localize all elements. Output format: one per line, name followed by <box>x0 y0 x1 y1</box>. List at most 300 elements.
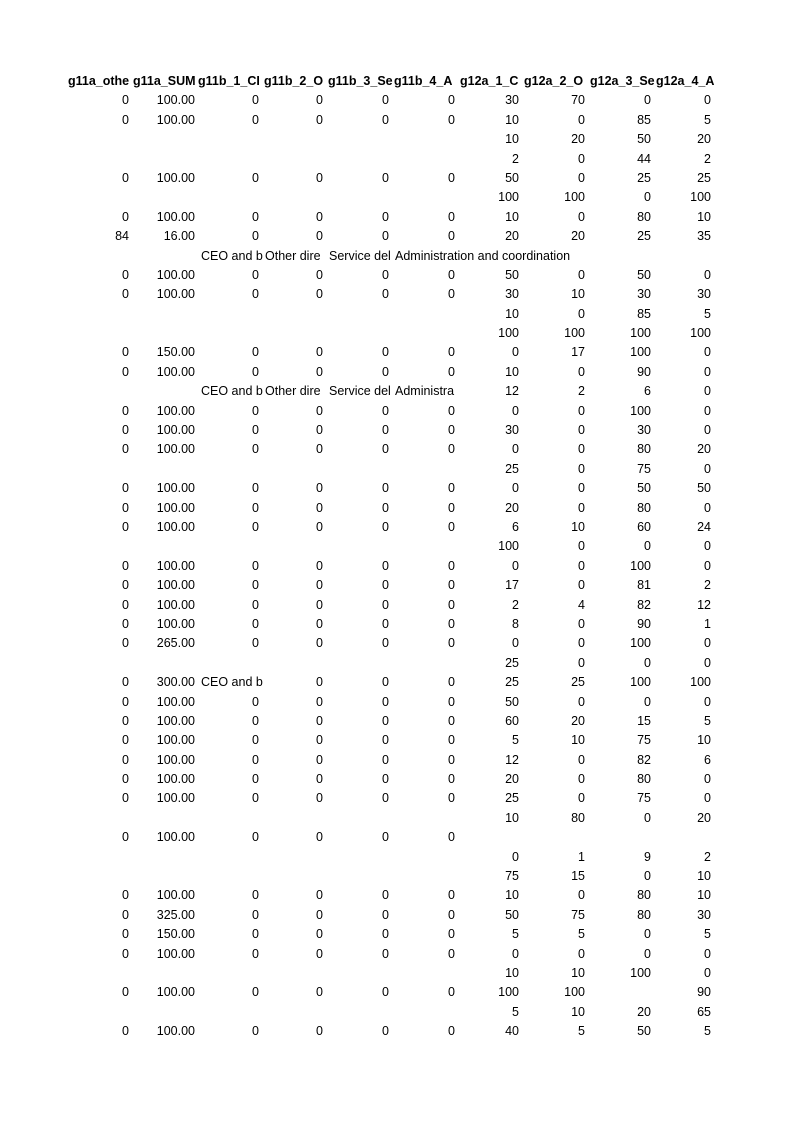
table-cell: 0 <box>448 713 455 728</box>
table-cell: 17 <box>571 345 585 360</box>
table-cell: 0 <box>704 364 711 379</box>
table-cell: 20 <box>505 772 519 787</box>
table-cell: 0 <box>382 170 389 185</box>
table-cell: 10 <box>505 112 519 127</box>
table-cell: 0 <box>316 985 323 1000</box>
table-cell: 0 <box>448 519 455 534</box>
table-cell: 25 <box>571 675 585 690</box>
table-cell: 0 <box>122 364 129 379</box>
table-cell: 10 <box>697 209 711 224</box>
table-cell: 20 <box>697 132 711 147</box>
table-cell: 100 <box>630 636 651 651</box>
table-cell: 0 <box>316 1024 323 1039</box>
table-cell: 0 <box>704 558 711 573</box>
table-cell: 0 <box>704 946 711 961</box>
table-cell: CEO and b <box>201 675 263 690</box>
table-cell: 0 <box>448 500 455 515</box>
table-cell: 0 <box>316 907 323 922</box>
table-cell: 0 <box>512 849 519 864</box>
table-cell: 30 <box>697 907 711 922</box>
table-cell: 0 <box>252 772 259 787</box>
table-cell: 0 <box>252 345 259 360</box>
table-cell: 25 <box>505 655 519 670</box>
table-cell: 82 <box>637 597 651 612</box>
table-cell: 0 <box>448 403 455 418</box>
table-cell: 0 <box>382 519 389 534</box>
table-cell: 0 <box>512 946 519 961</box>
table-cell: 10 <box>505 132 519 147</box>
table-cell: 0 <box>122 597 129 612</box>
table-cell: 0 <box>644 190 651 205</box>
table-cell: 80 <box>637 442 651 457</box>
table-cell: 50 <box>505 170 519 185</box>
table-cell: 0 <box>704 403 711 418</box>
table-cell: 1 <box>578 849 585 864</box>
table-cell: 50 <box>637 481 651 496</box>
table-cell: 0 <box>448 287 455 302</box>
table-cell: 0 <box>252 287 259 302</box>
table-cell: 0 <box>578 112 585 127</box>
table-cell: 0 <box>382 442 389 457</box>
table-cell: 100.00 <box>156 946 195 961</box>
table-cell: 100.00 <box>156 733 195 748</box>
table-cell: 80 <box>637 500 651 515</box>
table-cell: 0 <box>122 636 129 651</box>
table-cell: 0 <box>252 364 259 379</box>
table-cell: 80 <box>637 888 651 903</box>
table-cell: 100.00 <box>156 713 195 728</box>
table-cell: 100 <box>630 345 651 360</box>
table-cell: 0 <box>122 93 129 108</box>
table-cell: 0 <box>252 830 259 845</box>
table-cell: 0 <box>316 403 323 418</box>
table-cell: 10 <box>505 965 519 980</box>
table-cell: 0 <box>382 364 389 379</box>
table-cell: 100.00 <box>156 558 195 573</box>
table-cell: 100.00 <box>156 93 195 108</box>
table-cell: 100 <box>498 985 519 1000</box>
table-cell: 0 <box>578 151 585 166</box>
table-cell: 0 <box>252 442 259 457</box>
table-cell: 85 <box>637 306 651 321</box>
table-cell: 6 <box>644 384 651 399</box>
table-cell: 0 <box>382 597 389 612</box>
table-cell: 0 <box>448 694 455 709</box>
table-cell: 30 <box>505 423 519 438</box>
table-cell: 0 <box>316 772 323 787</box>
table-cell: 0 <box>704 791 711 806</box>
table-cell: 0 <box>448 1024 455 1039</box>
table-cell: 0 <box>512 403 519 418</box>
table-cell: 0 <box>512 481 519 496</box>
table-cell: 0 <box>316 442 323 457</box>
table-cell: 100 <box>564 985 585 1000</box>
column-header: g12a_4_A <box>656 74 715 88</box>
table-cell: 100.00 <box>156 442 195 457</box>
table-cell: 0 <box>448 112 455 127</box>
table-cell: 0 <box>252 519 259 534</box>
table-cell: 0 <box>644 539 651 554</box>
table-cell: 100 <box>498 190 519 205</box>
table-cell: 20 <box>637 1004 651 1019</box>
table-cell: 100.00 <box>156 112 195 127</box>
table-cell: 0 <box>252 636 259 651</box>
table-cell: 60 <box>505 713 519 728</box>
table-cell: 0 <box>578 946 585 961</box>
table-cell: 0 <box>316 93 323 108</box>
table-cell: 0 <box>578 423 585 438</box>
table-cell: 0 <box>448 229 455 244</box>
table-cell: 90 <box>637 616 651 631</box>
table-cell: 75 <box>637 733 651 748</box>
table-cell: 0 <box>704 772 711 787</box>
table-cell: 100 <box>498 539 519 554</box>
table-cell: 25 <box>505 675 519 690</box>
table-cell: Service del <box>329 384 391 399</box>
table-cell: 0 <box>122 616 129 631</box>
table-cell: 8 <box>512 616 519 631</box>
table-cell: 0 <box>578 636 585 651</box>
table-cell: 0 <box>448 578 455 593</box>
table-cell: 5 <box>578 1024 585 1039</box>
table-cell: 100.00 <box>156 578 195 593</box>
table-cell: 0 <box>448 675 455 690</box>
table-cell: 0 <box>578 209 585 224</box>
table-cell: 25 <box>637 170 651 185</box>
table-cell: 0 <box>448 364 455 379</box>
table-cell: 0 <box>578 442 585 457</box>
table-cell: 81 <box>637 578 651 593</box>
column-header: g11a_SUM <box>133 74 196 88</box>
table-cell: Other dire <box>265 248 321 263</box>
table-cell: 100.00 <box>156 597 195 612</box>
table-cell: Other dire <box>265 384 321 399</box>
table-cell: 30 <box>505 93 519 108</box>
table-cell: 25 <box>505 461 519 476</box>
table-cell: 5 <box>704 112 711 127</box>
table-cell: 75 <box>571 907 585 922</box>
table-cell: 0 <box>644 869 651 884</box>
table-cell: 0 <box>704 655 711 670</box>
table-cell: 80 <box>637 772 651 787</box>
table-cell: 100 <box>690 190 711 205</box>
table-cell: 75 <box>505 869 519 884</box>
column-header: g12a_1_C <box>460 74 519 88</box>
table-cell: 300.00 <box>156 675 195 690</box>
table-cell: 100.00 <box>156 519 195 534</box>
table-cell: 10 <box>571 965 585 980</box>
table-cell: 0 <box>316 558 323 573</box>
table-cell: 100 <box>630 675 651 690</box>
table-cell: 0 <box>382 946 389 961</box>
table-cell: 0 <box>252 713 259 728</box>
table-cell: 0 <box>122 558 129 573</box>
table-cell: Administration and coordination <box>395 248 571 263</box>
table-cell: 0 <box>316 830 323 845</box>
table-cell: 50 <box>697 481 711 496</box>
table-cell: 0 <box>448 558 455 573</box>
table-cell: 0 <box>448 927 455 942</box>
table-cell: 0 <box>382 713 389 728</box>
table-cell: 0 <box>578 403 585 418</box>
table-cell: 0 <box>448 830 455 845</box>
table-cell: 6 <box>512 519 519 534</box>
table-cell: 0 <box>448 888 455 903</box>
table-cell: 100.00 <box>156 1024 195 1039</box>
table-cell: 0 <box>316 927 323 942</box>
table-cell: 20 <box>697 442 711 457</box>
table-cell: 2 <box>704 578 711 593</box>
table-cell: 100.00 <box>156 481 195 496</box>
table-cell: 100.00 <box>156 267 195 282</box>
table-cell: 5 <box>704 306 711 321</box>
table-cell: 0 <box>578 694 585 709</box>
table-cell: 0 <box>448 209 455 224</box>
table-cell: 0 <box>252 927 259 942</box>
table-cell: 0 <box>252 229 259 244</box>
table-cell: 20 <box>571 229 585 244</box>
table-cell: 10 <box>697 888 711 903</box>
table-cell: 0 <box>448 442 455 457</box>
table-cell: 0 <box>578 461 585 476</box>
column-header: g12a_3_Se <box>590 74 655 88</box>
table-cell: 0 <box>252 423 259 438</box>
table-cell: 0 <box>382 287 389 302</box>
table-cell: 0 <box>122 519 129 534</box>
table-cell: Service del <box>329 248 391 263</box>
table-cell: 0 <box>382 500 389 515</box>
table-cell: 0 <box>578 791 585 806</box>
table-cell: 30 <box>697 287 711 302</box>
table-cell: 0 <box>122 170 129 185</box>
table-cell: 20 <box>505 229 519 244</box>
table-cell: 0 <box>382 229 389 244</box>
table-cell: 25 <box>505 791 519 806</box>
table-cell: 0 <box>382 578 389 593</box>
table-cell: 0 <box>704 539 711 554</box>
table-cell: 0 <box>578 306 585 321</box>
table-cell: 100.00 <box>156 830 195 845</box>
table-cell: 5 <box>512 733 519 748</box>
table-cell: 35 <box>697 229 711 244</box>
table-cell: 0 <box>448 93 455 108</box>
table-cell: 5 <box>512 1004 519 1019</box>
table-cell: 90 <box>637 364 651 379</box>
column-header: g11b_2_O <box>264 74 324 88</box>
table-cell: 0 <box>382 267 389 282</box>
table-cell: 0 <box>316 500 323 515</box>
table-cell: 0 <box>382 93 389 108</box>
table-cell: 0 <box>122 1024 129 1039</box>
table-cell: 20 <box>697 810 711 825</box>
table-cell: 100.00 <box>156 616 195 631</box>
table-cell: 0 <box>578 752 585 767</box>
table-cell: 0 <box>122 209 129 224</box>
table-cell: 0 <box>252 752 259 767</box>
table-cell: 0 <box>382 558 389 573</box>
table-cell: 20 <box>505 500 519 515</box>
table-cell: 0 <box>252 93 259 108</box>
table-cell: 0 <box>252 1024 259 1039</box>
table-cell: 80 <box>571 810 585 825</box>
table-cell: 0 <box>252 170 259 185</box>
table-cell: 100 <box>564 190 585 205</box>
table-cell: 10 <box>571 733 585 748</box>
table-cell: 0 <box>316 229 323 244</box>
column-header: g12a_2_O <box>524 74 584 88</box>
table-cell: 0 <box>382 481 389 496</box>
table-cell: 0 <box>644 927 651 942</box>
table-cell: 5 <box>578 927 585 942</box>
table-cell: 2 <box>512 597 519 612</box>
table-cell: 80 <box>637 209 651 224</box>
table-cell: 10 <box>697 733 711 748</box>
table-cell: 0 <box>382 209 389 224</box>
table-cell: 0 <box>252 209 259 224</box>
table-cell: 0 <box>448 423 455 438</box>
table-cell: 100.00 <box>156 694 195 709</box>
table-cell: 0 <box>578 655 585 670</box>
table-cell: 0 <box>316 481 323 496</box>
table-cell: 100.00 <box>156 791 195 806</box>
table-cell: 100 <box>564 326 585 341</box>
table-cell: 12 <box>697 597 711 612</box>
table-cell: 0 <box>578 558 585 573</box>
table-cell: 0 <box>252 985 259 1000</box>
table-cell: 100 <box>498 326 519 341</box>
table-cell: 0 <box>252 500 259 515</box>
table-cell: 0 <box>122 481 129 496</box>
table-cell: 0 <box>122 423 129 438</box>
table-cell: 0 <box>122 830 129 845</box>
table-cell: 0 <box>252 597 259 612</box>
table-cell: 24 <box>697 519 711 534</box>
table-cell: 0 <box>382 772 389 787</box>
table-cell: 0 <box>122 927 129 942</box>
table-cell: 0 <box>316 597 323 612</box>
table-cell: 0 <box>704 267 711 282</box>
table-cell: CEO and b <box>201 248 263 263</box>
table-cell: 16.00 <box>163 229 195 244</box>
table-cell: 15 <box>571 869 585 884</box>
table-cell: 0 <box>644 946 651 961</box>
table-cell: 0 <box>704 384 711 399</box>
table-cell: 0 <box>122 733 129 748</box>
column-header: g11b_3_Se <box>328 74 393 88</box>
table-cell: 10 <box>571 287 585 302</box>
table-cell: 0 <box>448 345 455 360</box>
table-cell: 0 <box>644 93 651 108</box>
table-cell: 25 <box>697 170 711 185</box>
table-cell: 0 <box>122 946 129 961</box>
table-cell: 0 <box>382 1024 389 1039</box>
table-cell: 0 <box>578 539 585 554</box>
table-cell: 0 <box>252 578 259 593</box>
table-cell: 50 <box>637 267 651 282</box>
table-cell: 0 <box>252 616 259 631</box>
table-cell: 0 <box>252 481 259 496</box>
table-cell: 2 <box>512 151 519 166</box>
table-cell: 0 <box>448 636 455 651</box>
table-cell: 0 <box>704 500 711 515</box>
table-cell: 100.00 <box>156 403 195 418</box>
table-cell: 0 <box>382 694 389 709</box>
table-cell: 0 <box>316 733 323 748</box>
table-cell: 12 <box>505 752 519 767</box>
table-cell: 84 <box>115 229 129 244</box>
table-cell: 0 <box>252 733 259 748</box>
table-cell: 30 <box>637 287 651 302</box>
table-cell: 10 <box>571 1004 585 1019</box>
table-cell: 10 <box>571 519 585 534</box>
table-cell: 80 <box>637 907 651 922</box>
table-cell: 0 <box>122 907 129 922</box>
table-cell: 10 <box>505 364 519 379</box>
table-cell: 50 <box>505 267 519 282</box>
table-cell: 0 <box>122 345 129 360</box>
table-cell: 0 <box>578 267 585 282</box>
table-cell: 100.00 <box>156 772 195 787</box>
table-cell: 50 <box>505 694 519 709</box>
column-header: g11b_4_A <box>394 74 453 88</box>
table-cell: 25 <box>637 229 651 244</box>
table-cell: Administra <box>395 384 455 399</box>
table-cell: 0 <box>122 752 129 767</box>
table-cell: 0 <box>578 500 585 515</box>
table-cell: 0 <box>122 888 129 903</box>
table-cell: 0 <box>316 888 323 903</box>
table-cell: 0 <box>382 888 389 903</box>
table-cell: 0 <box>448 597 455 612</box>
table-cell: 0 <box>252 694 259 709</box>
table-cell: 0 <box>382 830 389 845</box>
table-cell: 0 <box>122 578 129 593</box>
table-cell: CEO and b <box>201 384 263 399</box>
table-cell: 0 <box>382 112 389 127</box>
table-cell: 50 <box>637 132 651 147</box>
table-cell: 0 <box>578 772 585 787</box>
table-cell: 0 <box>382 616 389 631</box>
table-cell: 65 <box>697 1004 711 1019</box>
table-cell: 90 <box>697 985 711 1000</box>
table-cell: 0 <box>578 364 585 379</box>
table-cell: 0 <box>316 578 323 593</box>
table-cell: 0 <box>704 694 711 709</box>
table-cell: 0 <box>578 616 585 631</box>
table-cell: 0 <box>122 442 129 457</box>
table-cell: 0 <box>448 267 455 282</box>
table-cell: 0 <box>448 772 455 787</box>
table-cell: 10 <box>505 306 519 321</box>
table-cell: 0 <box>316 946 323 961</box>
table-cell: 70 <box>571 93 585 108</box>
table-cell: 0 <box>316 287 323 302</box>
table-cell: 0 <box>704 461 711 476</box>
table-cell: 20 <box>571 713 585 728</box>
table-cell: 50 <box>637 1024 651 1039</box>
table-cell: 0 <box>316 519 323 534</box>
table-cell: 0 <box>316 267 323 282</box>
table-cell: 40 <box>505 1024 519 1039</box>
table-cell: 0 <box>316 675 323 690</box>
table-cell: 0 <box>122 791 129 806</box>
table-cell: 265.00 <box>156 636 195 651</box>
table-cell: 0 <box>448 616 455 631</box>
table-cell: 100.00 <box>156 752 195 767</box>
table-cell: 0 <box>704 345 711 360</box>
table-cell: 0 <box>578 888 585 903</box>
table-cell: 100.00 <box>156 888 195 903</box>
